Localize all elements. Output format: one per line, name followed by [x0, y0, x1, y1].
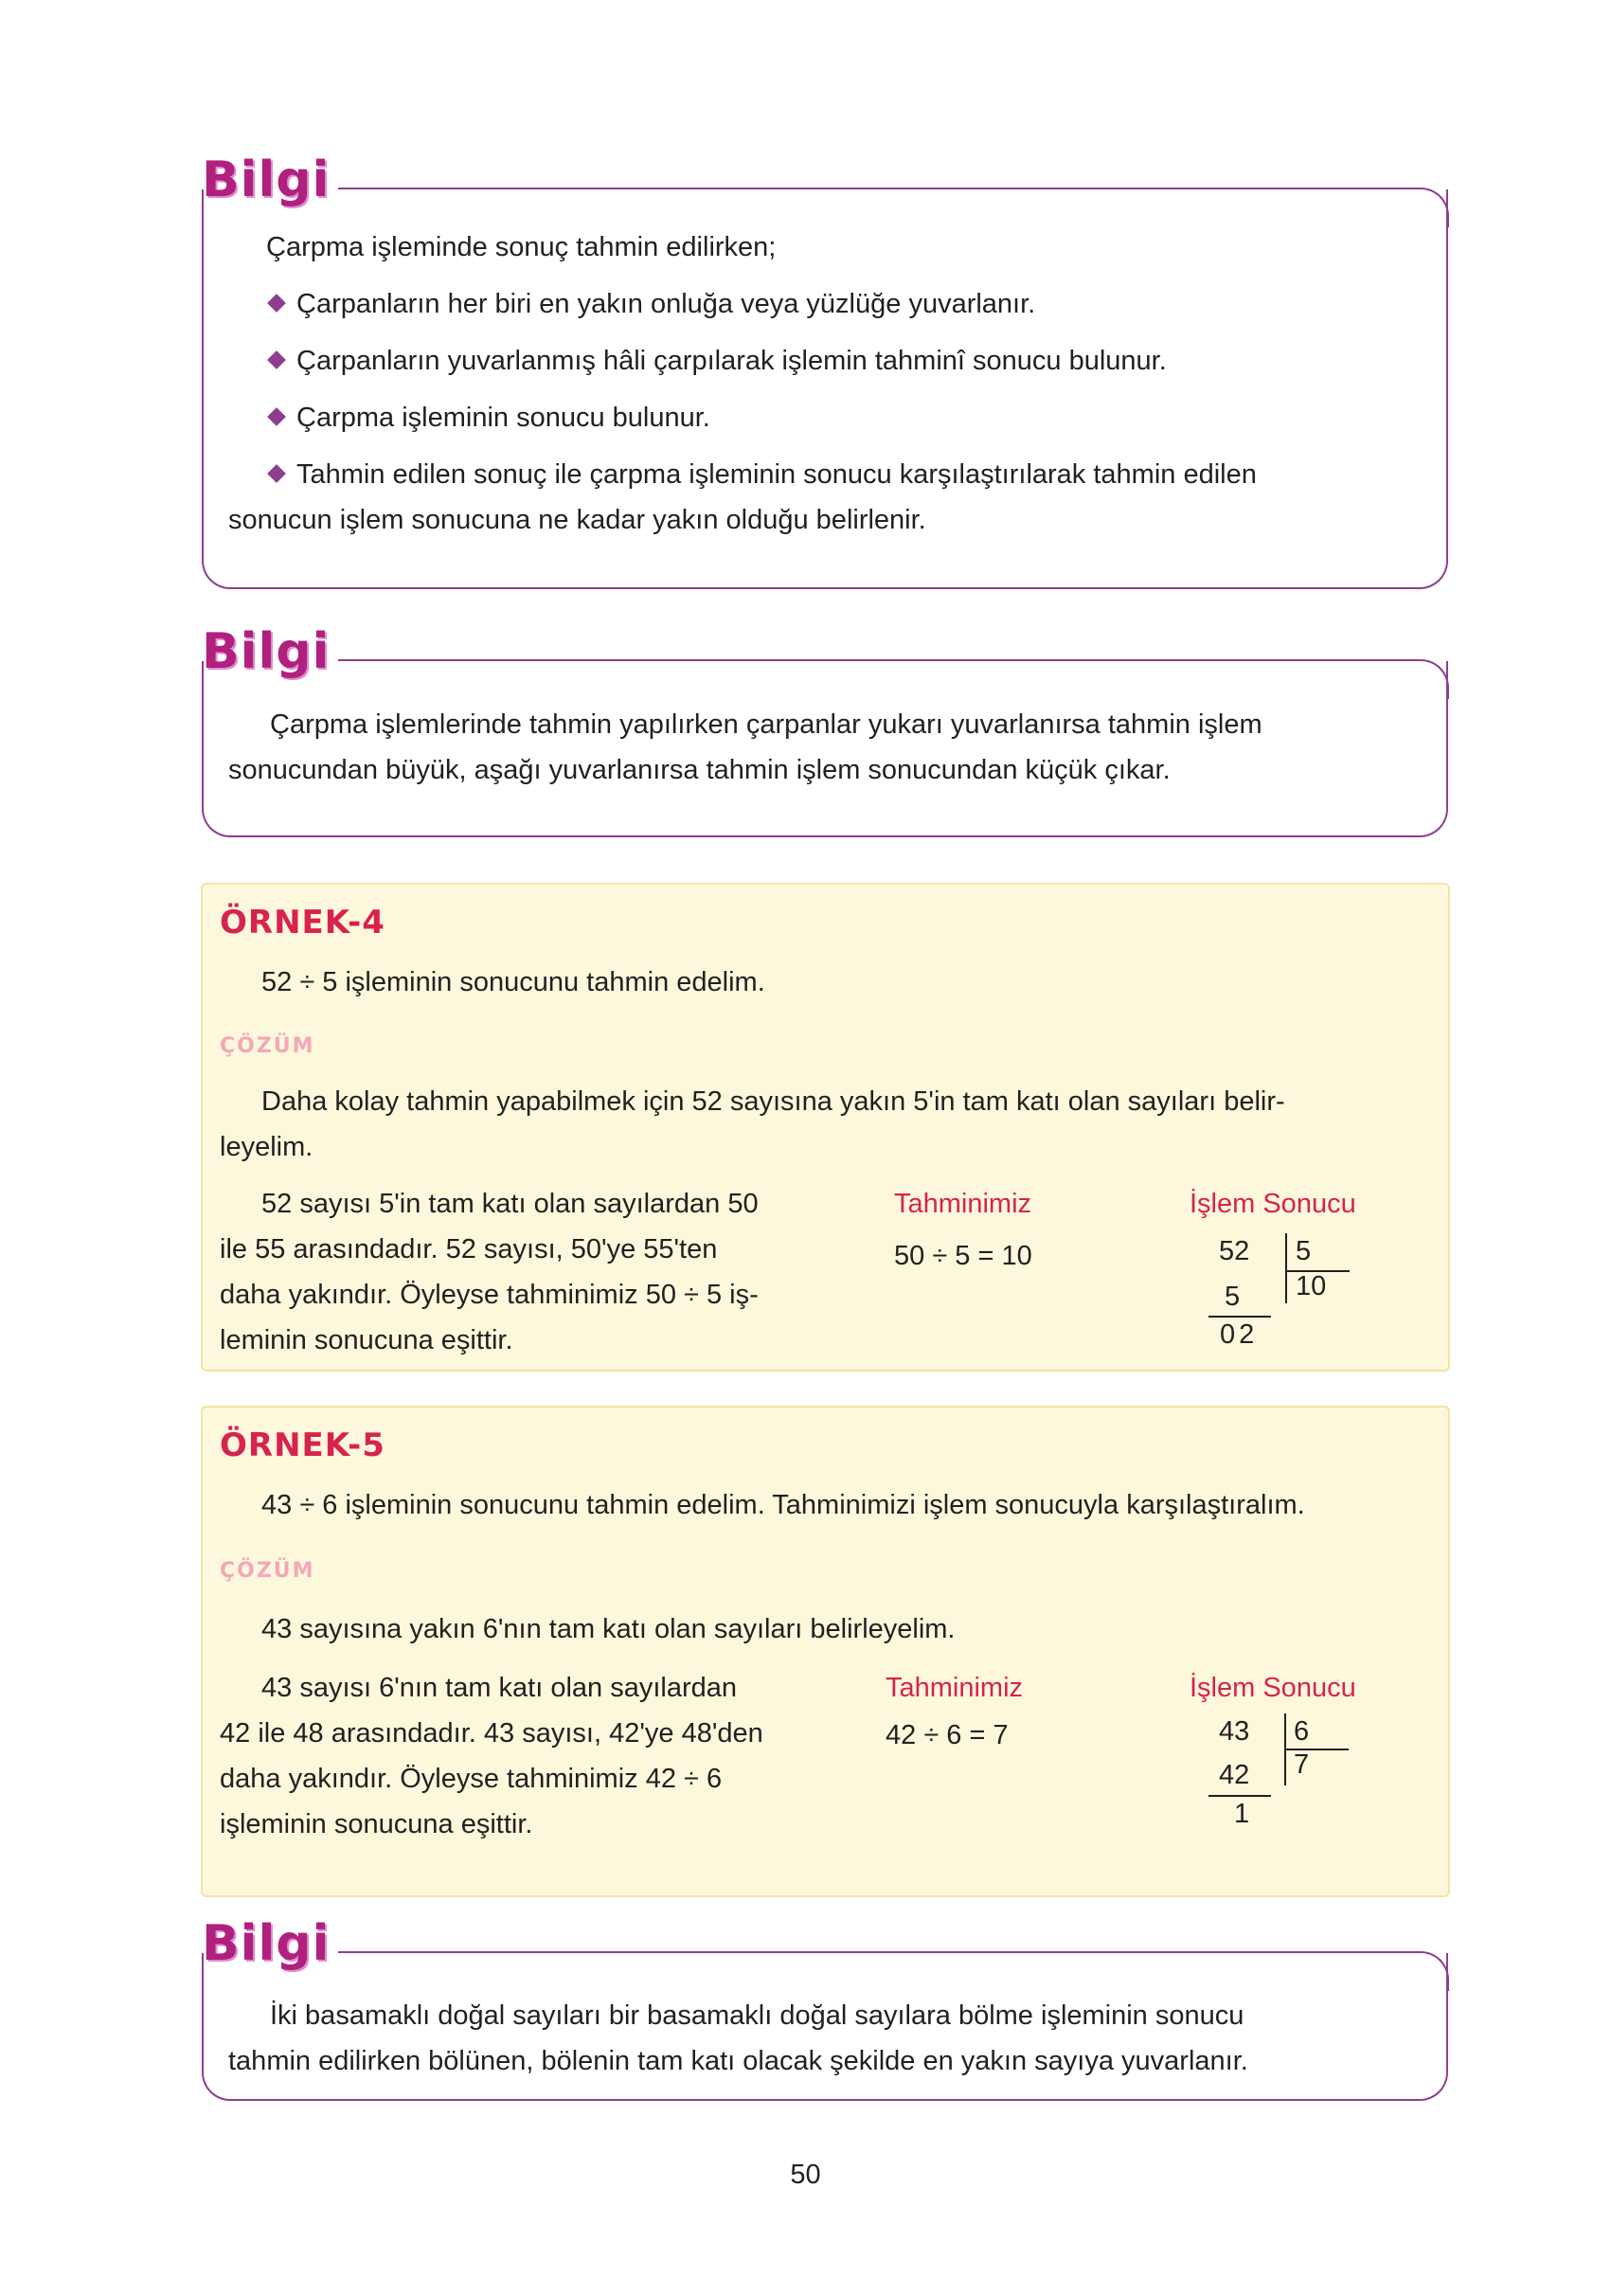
bilgi-title: Bilgi [202, 152, 331, 208]
estimate-value: 50 ÷ 5 = 10 [894, 1241, 1032, 1271]
divisor: 5 [1296, 1236, 1312, 1266]
quotient: 10 [1296, 1271, 1327, 1301]
diamond-bullet-icon [267, 407, 286, 426]
estimate-label: Tahminimiz [894, 1189, 1032, 1219]
result-label: İşlem Sonucu [1190, 1189, 1356, 1219]
solution-paragraph: 52 sayısı 5'in tam katı olan sayılardan 50 ile 55 arasındadır. 52 sayısı, 50'ye 55'ten daha yakındır. Öyleyse tahminimiz 50 ÷ 5 iş- leminin sonucuna eşittir. [220, 1189, 759, 1355]
bilgi-text: tahmin edilirken bölünen, bölenin tam katı olacak şekilde en yakın sayıya yuvarlanır. [228, 2046, 1248, 2076]
example-title: ÖRNEK-5 [220, 1426, 385, 1464]
bilgi-title: Bilgi [202, 1915, 331, 1972]
solution-paragraph: 43 sayısı 6'nın tam katı olan sayılardan 42 ile 48 arasındadır. 43 sayısı, 42'ye 48'den daha yakındır. Öyleyse tahminimiz 42 ÷ 6 işleminin sonucuna eşittir. [220, 1673, 763, 1839]
bullet-item: Çarpanların her biri en yakın onluğa veya yüzlüğe yuvarlanır. [270, 281, 1418, 327]
bilgi-box [202, 1953, 1448, 2101]
example-question: 43 ÷ 6 işleminin sonucunu tahmin edelim. Tahminimizi işlem sonucuyla karşılaştıralım. [261, 1490, 1305, 1520]
dividend: 43 [1219, 1716, 1250, 1747]
bullet-item: Tahmin edilen sonuç ile çarpma işleminin sonucu karşılaştırılarak tahmin edilen [270, 452, 1418, 497]
result-label: İşlem Sonucu [1190, 1673, 1356, 1703]
subtrahend: 5 [1225, 1282, 1241, 1312]
division-bar [1285, 1233, 1287, 1303]
remainder: 1 [1234, 1799, 1250, 1829]
example-question: 52 ÷ 5 işleminin sonucunu tahmin edelim. [261, 967, 765, 997]
dividend: 52 [1219, 1236, 1250, 1266]
bullet-continuation: sonucun işlem sonucuna ne kadar yakın olduğu belirlenir. [228, 505, 926, 535]
example-box [201, 1406, 1450, 1897]
example-box [201, 883, 1450, 1372]
quotient: 7 [1294, 1749, 1310, 1780]
diamond-bullet-icon [267, 464, 286, 483]
solution-text: Daha kolay tahmin yapabilmek için 52 sayısına yakın 5'in tam katı olan sayıları belir- [261, 1086, 1285, 1117]
solution-text: 43 sayısına yakın 6'nın tam katı olan sayıları belirleyelim. [261, 1614, 956, 1644]
diamond-bullet-icon [267, 294, 286, 313]
bilgi-box [202, 189, 1448, 589]
page-number: 50 [790, 2160, 821, 2190]
bilgi-text: sonucundan büyük, aşağı yuvarlanırsa tahmin işlem sonucundan küçük çıkar. [228, 755, 1171, 785]
solution-text: leyelim. [220, 1132, 313, 1162]
remainder: 02 [1220, 1319, 1259, 1350]
solution-label: ÇÖZÜM [220, 1559, 315, 1583]
diamond-bullet-icon [267, 350, 286, 369]
bilgi-text: İki basamaklı doğal sayıları bir basamaklı doğal sayılara bölme işleminin sonucu [270, 2000, 1244, 2031]
example-title: ÖRNEK-4 [220, 904, 385, 942]
bilgi-text: Çarpma işlemlerinde tahmin yapılırken çarpanlar yukarı yuvarlanırsa tahmin işlem [270, 709, 1262, 740]
estimate-value: 42 ÷ 6 = 7 [886, 1720, 1009, 1750]
bullet-item: Çarpma işleminin sonucu bulunur. [270, 395, 1418, 440]
subtrahend: 42 [1219, 1760, 1250, 1790]
bilgi-intro: Çarpma işleminde sonuç tahmin edilirken; [266, 232, 777, 262]
bullet-item: Çarpanların yuvarlanmış hâli çarpılarak işlemin tahminî sonucu bulunur. [270, 338, 1418, 384]
bilgi-title: Bilgi [202, 623, 331, 680]
bilgi-box [202, 661, 1448, 837]
divisor: 6 [1294, 1716, 1310, 1747]
estimate-label: Tahminimiz [886, 1673, 1024, 1703]
solution-label: ÇÖZÜM [220, 1034, 315, 1058]
